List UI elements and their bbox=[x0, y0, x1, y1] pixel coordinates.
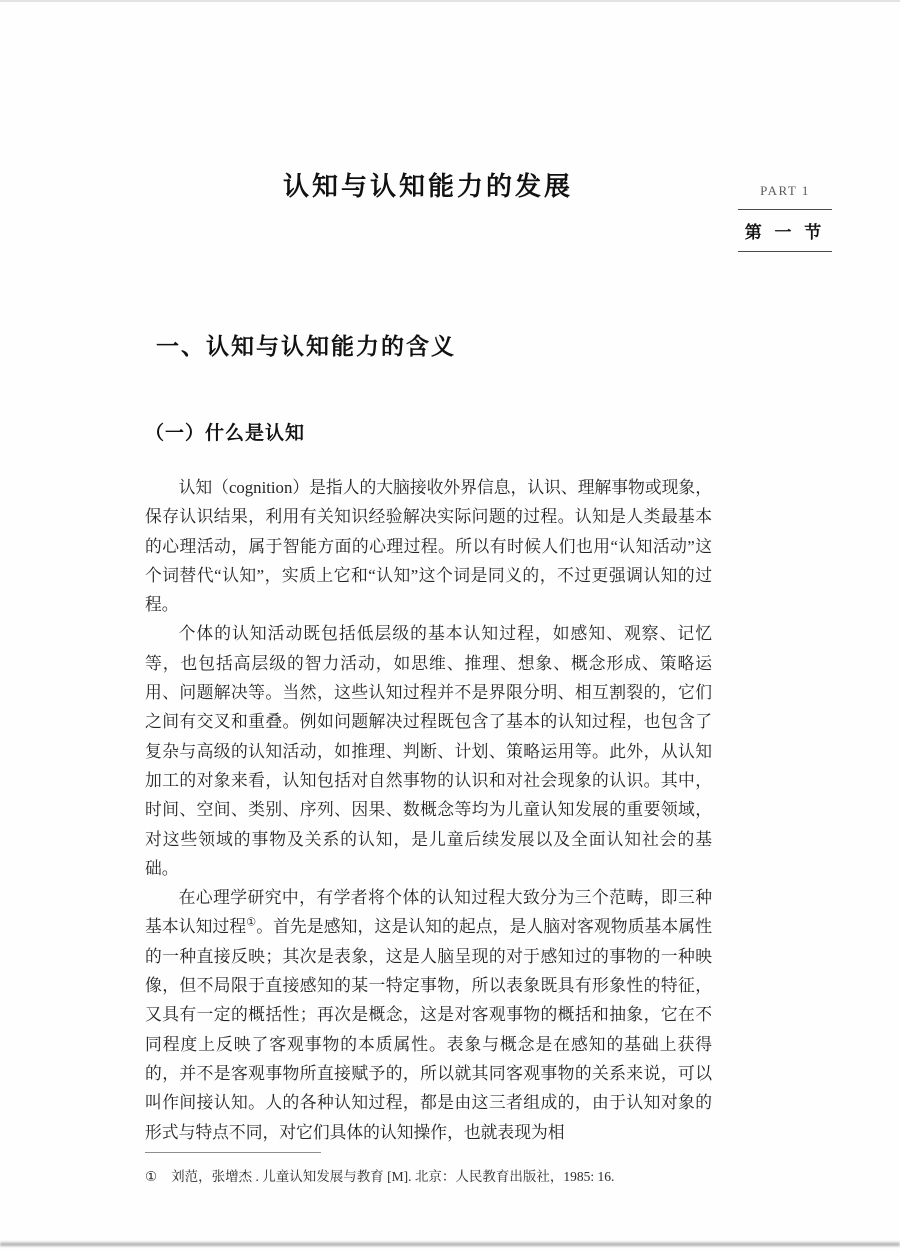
body-text bbox=[145, 473, 712, 1147]
footnote-divider bbox=[145, 1152, 321, 1153]
part-label: PART 1 bbox=[760, 183, 810, 198]
footnote-reference: ① bbox=[246, 916, 257, 929]
footnote-marker: ① bbox=[145, 1169, 158, 1184]
footnote-text: 刘范，张增杰 . 儿童认知发展与教育 [M]. 北京：人民教育出版社，1985: 16. bbox=[171, 1169, 615, 1184]
chapter-title: 认知与认知能力的发展 bbox=[282, 171, 573, 201]
paragraph: 认知（cognition）是指人的大脑接收外界信息，认识、理解事物或现象，保存认识结果，利用有关知识经验解决实际问题的过程。认知是人类最基本的心理活动，属于智能方面的心理过程。所以有时候人们也用“认知活动”这个词替代“认知”，实质上它和“认知”这个词是同义的，不过更强调认知的过程。 bbox=[145, 478, 712, 615]
paragraph: 个体的认知活动既包括低层级的基本认知过程，如感知、观察、记忆等，也包括高层级的智力活动，如思维、推理、想象、概念形成、策略运用、问题解决等。当然，这些认知过程并不是界限分明、相互割裂的，它们之间有交叉和重叠。例如问题解决过程既包含了基本的认知过程，也包含了复杂与高级的认知活动，如推理、判断、计划、策略运用等。此外，从认知加工的对象来看，认知包括对自然事物的认识和对社会现象的认识。其中，时间、空间、类别、序列、因果、数概念等均为儿童认知发展的重要领域，对这些领域的事物及关系的认知，是儿童后续发展以及全面认知社会的基础。 bbox=[145, 624, 712, 878]
page-bottom-edge bbox=[0, 1242, 900, 1246]
paragraph bbox=[145, 883, 712, 1147]
section-heading: 一、认知与认知能力的含义 bbox=[156, 333, 456, 359]
page-top-edge bbox=[0, 0, 900, 2]
section-marker-rule-bottom bbox=[738, 251, 832, 252]
section-label: 第 一 节 bbox=[744, 223, 826, 242]
paragraph-text: 。首先是感知，这是认知的起点，是人脑对客观物质基本属性的一种直接反映；其次是表象，这是人脑呈现的对于感知过的事物的一种映像，但不局限于直接感知的某一特定事物，所以表象既具有形象性的特征，又具有一定的概括性；再次是概念，这是对客观事物的概括和抽象，它在不同程度上反映了客观事物的本质属性。表象与概念是在感知的基础上获得的，并不是客观事物所直接赋予的，所以就其同客观事物的关系来说，可以叫作间接认知。人的各种认知过程，都是由这三者组成的，由于认知对象的形式与特点不同，对它们具体的认知操作，也就表现为相 bbox=[145, 917, 712, 1142]
footnote bbox=[145, 1166, 712, 1187]
paragraph-text: 在心理学研究中，有学者将个体的认知过程大致分为三个范畴，即三种基本认知过程 bbox=[145, 888, 712, 937]
section-marker bbox=[738, 183, 832, 252]
subsection-heading: （一）什么是认知 bbox=[145, 423, 306, 444]
